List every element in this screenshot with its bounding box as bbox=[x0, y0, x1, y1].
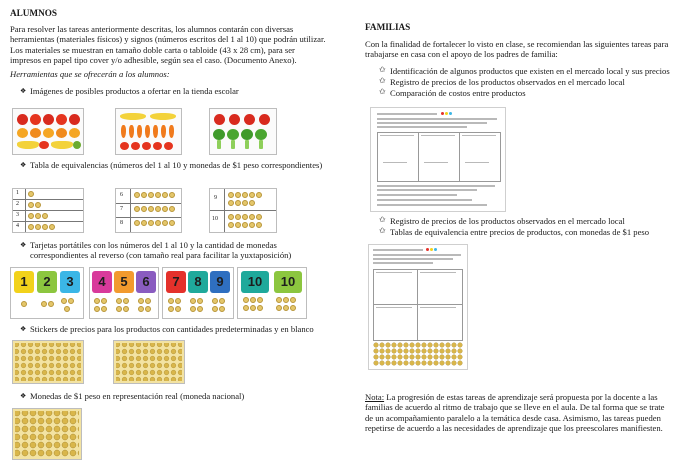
tools-heading: Herramientas que se ofrecerán a los alumnos: bbox=[10, 69, 170, 79]
table-number: 10 bbox=[212, 216, 218, 222]
broccoli-products-image bbox=[209, 108, 277, 155]
familias-note bbox=[365, 392, 673, 434]
family-task-5 bbox=[390, 227, 675, 237]
fruit-products-image bbox=[12, 108, 84, 155]
number-cards-image-1 bbox=[10, 267, 84, 319]
table-number: 9 bbox=[214, 195, 217, 201]
tool-item-images-text: Imágenes de posibles productos a ofertar en la tienda escolar bbox=[30, 86, 239, 96]
number-tile: 7 bbox=[166, 271, 186, 293]
price-register-worksheet-image bbox=[370, 107, 506, 212]
number-tile: 3 bbox=[60, 271, 80, 293]
number-tile: 10 bbox=[274, 271, 302, 293]
note-label: Nota: bbox=[365, 392, 385, 402]
sticker-grid bbox=[13, 341, 83, 383]
table-number: 4 bbox=[16, 223, 19, 229]
tool-item-price-stickers-text: Stickers de precios para los productos con cantidades predeterminadas y en blanco bbox=[30, 324, 314, 334]
coin-grid bbox=[13, 409, 81, 459]
coins-image bbox=[12, 408, 82, 460]
tool-item-price-stickers bbox=[30, 324, 330, 334]
equivalence-worksheet-image bbox=[368, 244, 468, 370]
family-task-3 bbox=[390, 88, 675, 98]
note-text: La progresión de estas tareas de aprendizaje será propuesta por la docente a las familias de acuerdo al ritmo de trabajo que se lleve en el aula. De tal forma que se trate de un acompañamiento paralelo a la temática desde casa. Asimismo, las tareas pueden repetirse de acuerdo a las necesidades de aprendizaje que los preescolares manifiesten. bbox=[365, 392, 665, 434]
number-cards-image-2 bbox=[89, 267, 159, 319]
tool-item-coins-text: Monedas de $1 peso en representación real (moneda nacional) bbox=[30, 391, 245, 401]
family-task-4 bbox=[390, 216, 675, 226]
number-tile: 4 bbox=[92, 271, 112, 293]
number-tile: 9 bbox=[210, 271, 230, 293]
familias-title: FAMILIAS bbox=[365, 22, 411, 32]
table-number: 8 bbox=[120, 220, 123, 226]
alumnos-intro: Para resolver las tareas anteriormente descritas, los alumnos contarán con diversas herramientas (materiales físicos) y signos (números escritos del 1 al 10) que podrán utilizar. Los materiales se muestran en tamaño doble carta o tabloide (43 x 28 cm), para ser impresos en papel tipo cover y/o adhesible, según sea el caso. (Documento Anexo). bbox=[10, 24, 326, 66]
alumnos-title: ALUMNOS bbox=[10, 8, 57, 18]
tool-item-coins bbox=[30, 391, 330, 401]
table-number: 7 bbox=[120, 206, 123, 212]
family-task-5-text: Tablas de equivalencia entre precios de productos, con monedas de $1 peso bbox=[390, 227, 650, 237]
equivalence-table-image-3 bbox=[209, 188, 277, 233]
number-tile: 8 bbox=[188, 271, 208, 293]
number-cards-image-3 bbox=[162, 267, 234, 319]
family-task-1 bbox=[390, 66, 675, 76]
table-number: 3 bbox=[16, 212, 19, 218]
number-tile: 1 bbox=[14, 271, 34, 293]
number-tile: 6 bbox=[136, 271, 156, 293]
sticker-grid bbox=[114, 341, 184, 383]
number-tile: 5 bbox=[114, 271, 134, 293]
family-task-1-text: Identificación de algunos productos que existen en el mercado local y sus precios bbox=[390, 66, 670, 76]
table-number: 6 bbox=[120, 192, 123, 198]
equivalence-table-image-1 bbox=[12, 188, 84, 233]
table-number: 2 bbox=[16, 201, 19, 207]
familias-intro: Con la finalidad de fortalecer lo visto en clase, se recomiendan las siguientes tareas para trabajarse en casa con el apoyo de los padres de familia: bbox=[365, 39, 669, 60]
tool-item-number-cards-text: Tarjetas portátiles con los números del 1 al 10 y la cantidad de monedas correspondientes al reverso (con tamaño real para facilitar la yuxtaposición) bbox=[30, 240, 292, 261]
family-task-3-text: Comparación de costos entre productos bbox=[390, 88, 526, 98]
family-task-4-text: Registro de precios de los productos observados en el mercado local bbox=[390, 216, 625, 226]
number-tile: 2 bbox=[37, 271, 57, 293]
family-task-2-text: Registro de precios de los productos observados en el mercado local bbox=[390, 77, 625, 87]
family-task-2 bbox=[390, 77, 675, 87]
price-stickers-image-1 bbox=[12, 340, 84, 384]
vegetable-products-image bbox=[115, 108, 182, 155]
tool-item-number-cards bbox=[30, 240, 330, 261]
worksheet-coin-strip bbox=[373, 342, 463, 366]
tool-item-images bbox=[30, 86, 330, 96]
number-tile: 10 bbox=[241, 271, 269, 293]
price-stickers-image-2 bbox=[113, 340, 185, 384]
tool-item-equivalence-table-text: Tabla de equivalencias (números del 1 al 10 y monedas de $1 peso correspondientes) bbox=[30, 160, 323, 170]
table-number: 1 bbox=[16, 190, 19, 196]
tool-item-equivalence-table bbox=[30, 160, 330, 170]
number-cards-image-4 bbox=[237, 267, 307, 319]
equivalence-table-image-2 bbox=[115, 188, 182, 233]
